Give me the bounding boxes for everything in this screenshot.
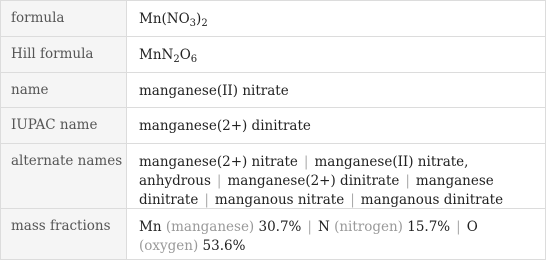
row-formula	[1, 1, 545, 37]
separator: |	[350, 192, 355, 208]
separator: |	[456, 219, 461, 235]
iupac-name-value: manganese(2+) dinitrate	[139, 118, 311, 134]
row-hill-formula	[1, 37, 545, 73]
alternate-name: manganous nitrate	[214, 192, 345, 208]
formula-subscript: 3	[189, 18, 197, 29]
mass-percent: 30.7%	[258, 219, 302, 235]
formula-part: O	[179, 47, 191, 63]
row-iupac-name	[1, 108, 545, 144]
formula-subscript: 6	[190, 54, 198, 65]
row-label: formula	[1, 1, 127, 36]
element-symbol: Mn	[139, 219, 162, 235]
alternate-names-value	[127, 144, 545, 208]
name-value: manganese(II) nitrate	[139, 83, 289, 99]
formula-subscript: 2	[201, 18, 208, 29]
element-symbol: O	[466, 219, 478, 235]
row-label: name	[1, 73, 127, 107]
row-label: IUPAC name	[1, 108, 127, 143]
row-label: mass fractions	[1, 209, 127, 259]
row-alternate-names	[1, 144, 545, 209]
row-label: alternate names	[1, 144, 127, 208]
formula-subscript: 2	[173, 54, 180, 65]
mass-percent: 53.6%	[202, 238, 246, 254]
separator: |	[216, 173, 222, 189]
formula-part: Mn(NO	[139, 11, 190, 27]
alternate-name: manganese(2+) nitrate	[139, 154, 298, 170]
formula-part: )	[196, 11, 202, 27]
separator: |	[307, 219, 312, 235]
alternate-name: manganous dinitrate	[360, 192, 504, 208]
separator: |	[405, 173, 410, 189]
row-label: Hill formula	[1, 37, 127, 72]
element-name: (nitrogen)	[334, 219, 403, 235]
formula-part: MnN	[139, 47, 174, 63]
formula-value	[127, 1, 545, 36]
row-name	[1, 73, 545, 108]
element-name: (oxygen)	[139, 238, 199, 254]
mass-fractions-value	[127, 209, 545, 259]
alternate-name: manganese(2+) dinitrate	[227, 173, 400, 189]
element-symbol: N	[317, 219, 330, 235]
separator: |	[303, 154, 309, 170]
separator: |	[204, 192, 209, 208]
hill-formula-value	[127, 37, 545, 72]
alternate-name: manganese(II) nitrate, anhydrous	[139, 154, 469, 189]
row-mass-fractions	[1, 209, 545, 259]
mass-percent: 15.7%	[407, 219, 451, 235]
element-name: (manganese)	[165, 219, 255, 235]
alternate-name: manganese dinitrate	[139, 173, 494, 208]
